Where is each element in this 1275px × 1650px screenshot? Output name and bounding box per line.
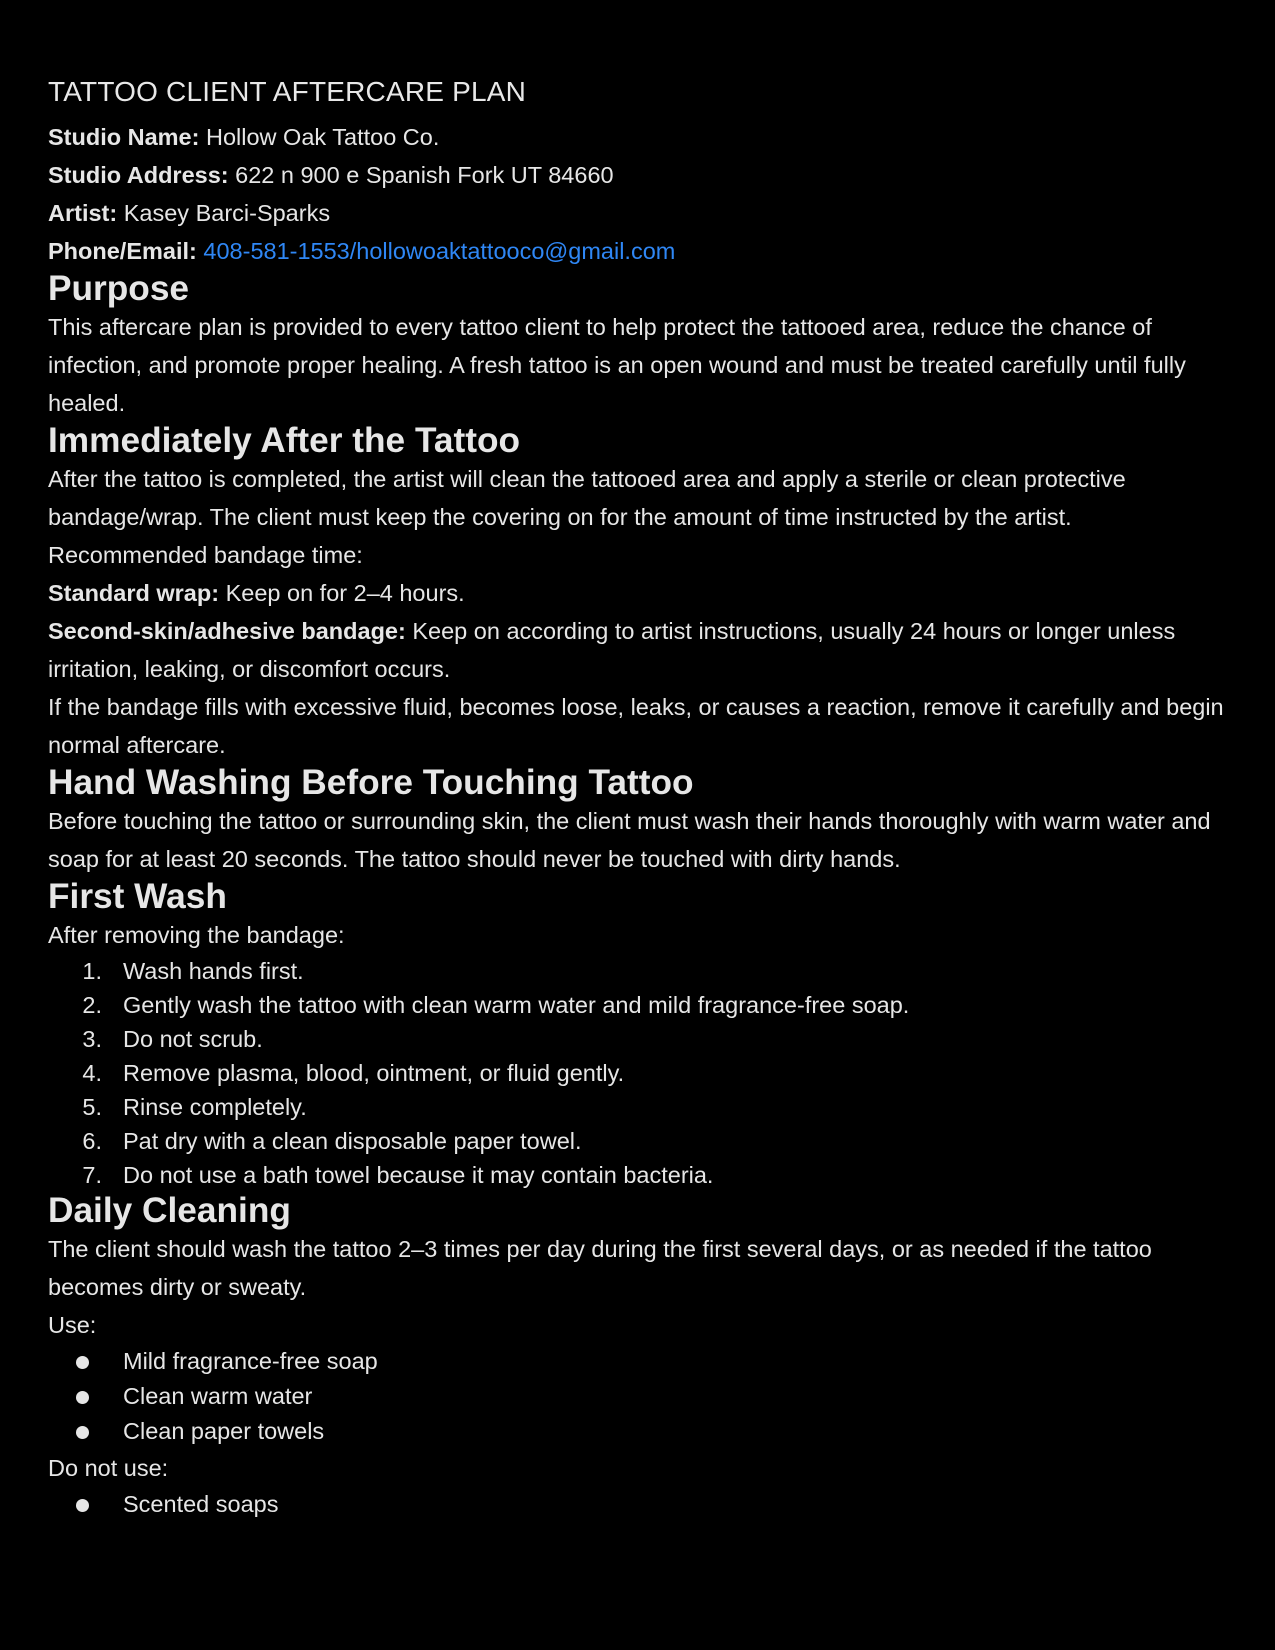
contact-line (48, 232, 1227, 270)
use-item-text: Mild fragrance-free soap (123, 1348, 378, 1374)
list-item (48, 1022, 1227, 1056)
list-item (48, 1379, 1227, 1414)
list-item (48, 1344, 1227, 1379)
second-skin-label: Second-skin/adhesive bandage: (48, 618, 406, 644)
immediately-text: After the tattoo is completed, the artist will clean the tattooed area and apply a sterile or clean protective bandage/wrap. The client must keep the covering on for the amount of time instructed by the artist. (48, 466, 1126, 530)
hand-washing-heading: Hand Washing Before Touching Tattoo (48, 763, 694, 802)
list-item (48, 1124, 1227, 1158)
purpose-heading: Purpose (48, 269, 190, 308)
list-item (48, 954, 1227, 988)
second-skin-line (48, 612, 1227, 688)
do-not-use-item-text: Scented soaps (123, 1491, 279, 1517)
step-number: 3. (82, 1026, 102, 1052)
step-text: Do not scrub. (123, 1026, 263, 1052)
bullet-icon (76, 1356, 89, 1369)
list-item (48, 1056, 1227, 1090)
list-item (48, 1158, 1227, 1192)
studio-name-line (48, 118, 1227, 156)
standard-wrap-line (48, 574, 1227, 612)
do-not-use-label: Do not use: (48, 1455, 169, 1481)
use-item-text: Clean warm water (123, 1383, 313, 1409)
step-number: 6. (82, 1128, 102, 1154)
hand-washing-text: Before touching the tattoo or surrounding skin, the client must wash their hands thoroughly with warm water and soap for at least 20 seconds. The tattoo should never be touched with dirty hands. (48, 808, 1211, 872)
first-wash-intro: After removing the bandage: (48, 922, 345, 948)
do-not-use-list (48, 1487, 1227, 1522)
step-text: Rinse completely. (123, 1094, 307, 1120)
step-number: 5. (82, 1094, 102, 1120)
use-list (48, 1344, 1227, 1449)
step-text: Do not use a bath towel because it may contain bacteria. (123, 1162, 714, 1188)
purpose-text: This aftercare plan is provided to every tattoo client to help protect the tattooed area, reduce the chance of infection, and promote proper healing. A fresh tattoo is an open wound and must be treated carefully until fully healed. (48, 314, 1186, 416)
first-wash-heading: First Wash (48, 877, 227, 916)
studio-name-value: Hollow Oak Tattoo Co. (199, 124, 440, 150)
recommended-bandage-text: Recommended bandage time: (48, 542, 363, 568)
list-item (48, 1487, 1227, 1522)
bullet-icon (76, 1499, 89, 1512)
bullet-icon (76, 1426, 89, 1439)
step-number: 2. (82, 992, 102, 1018)
step-number: 4. (82, 1060, 102, 1086)
first-wash-steps (48, 954, 1227, 1192)
list-item (48, 988, 1227, 1022)
step-text: Remove plasma, blood, ointment, or fluid gently. (123, 1060, 625, 1086)
studio-address-line (48, 156, 1227, 194)
document-title: TATTOO CLIENT AFTERCARE PLAN (48, 76, 527, 107)
use-item-text: Clean paper towels (123, 1418, 325, 1444)
immediately-heading: Immediately After the Tattoo (48, 421, 521, 460)
studio-address-label: Studio Address: (48, 162, 229, 188)
studio-name-label: Studio Name: (48, 124, 200, 150)
step-text: Gently wash the tattoo with clean warm water and mild fragrance-free soap. (123, 992, 910, 1018)
contact-link[interactable]: 408-581-1553/hollowoaktattooco@gmail.com (203, 238, 676, 264)
artist-value: Kasey Barci-Sparks (117, 200, 331, 226)
step-text: Pat dry with a clean disposable paper towel. (123, 1128, 582, 1154)
second-skin-value: Keep on according to artist instructions, usually 24 hours or longer unless irritation, leaking, or discomfort occurs. (48, 618, 1176, 682)
standard-wrap-value: Keep on for 2–4 hours. (219, 580, 465, 606)
list-item (48, 1090, 1227, 1124)
contact-label: Phone/Email: (48, 238, 197, 264)
step-number: 1. (82, 958, 102, 984)
list-item (48, 1414, 1227, 1449)
studio-address-value: 622 n 900 e Spanish Fork UT 84660 (228, 162, 614, 188)
fluid-note: If the bandage fills with excessive fluid, becomes loose, leaks, or causes a reaction, remove it carefully and begin normal aftercare. (48, 694, 1224, 758)
daily-cleaning-heading: Daily Cleaning (48, 1191, 291, 1230)
step-number: 7. (82, 1162, 102, 1188)
use-label: Use: (48, 1312, 97, 1338)
bullet-icon (76, 1391, 89, 1404)
step-text: Wash hands first. (123, 958, 304, 984)
standard-wrap-label: Standard wrap: (48, 580, 220, 606)
artist-line (48, 194, 1227, 232)
artist-label: Artist: (48, 200, 118, 226)
daily-cleaning-text: The client should wash the tattoo 2–3 times per day during the first several days, or as needed if the tattoo becomes dirty or sweaty. (48, 1236, 1152, 1300)
